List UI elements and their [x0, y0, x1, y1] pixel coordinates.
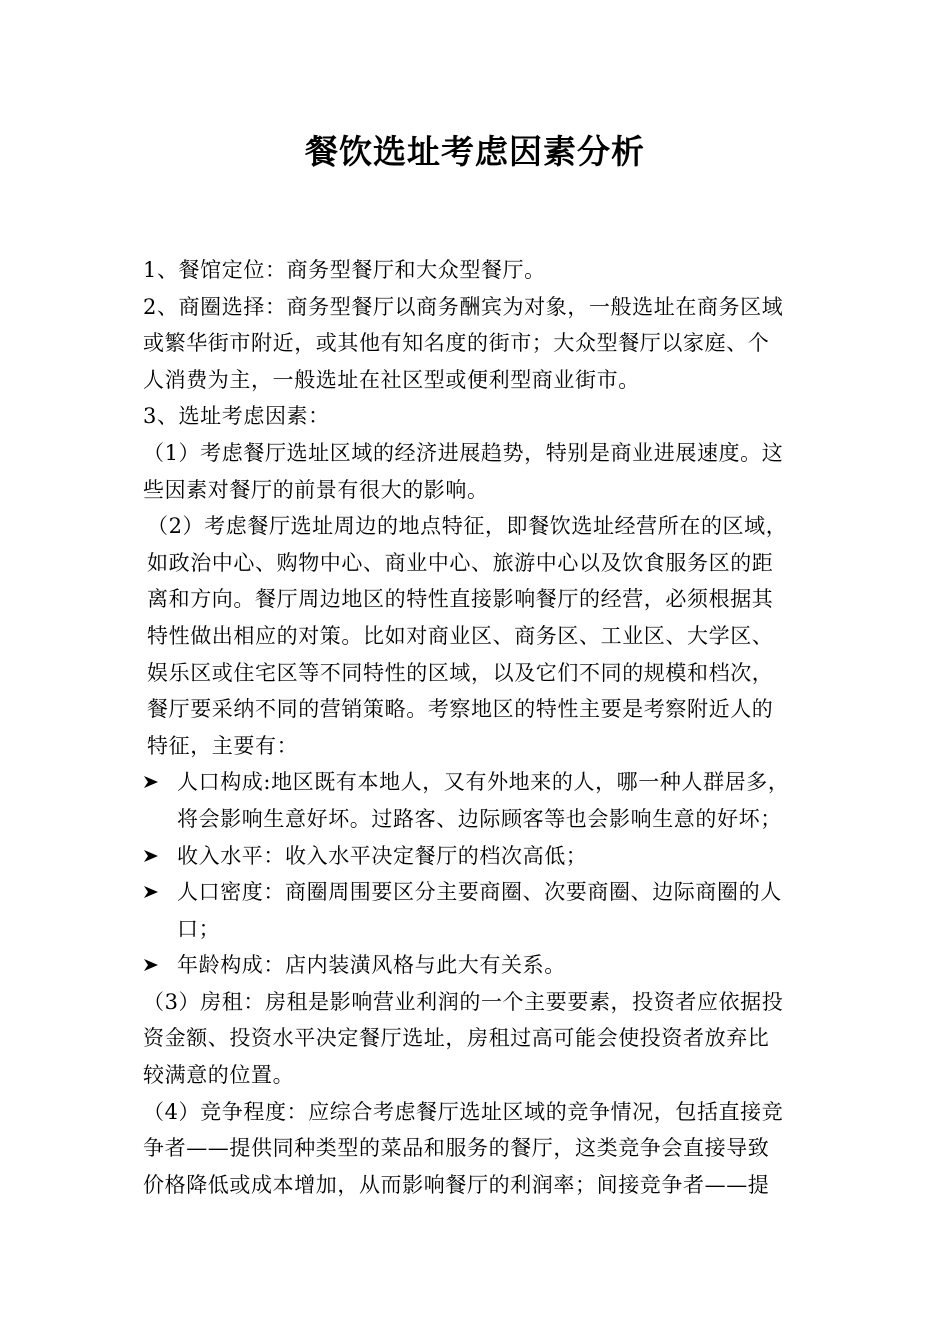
bullet-item — [143, 947, 823, 984]
text-line: 2、商圈选择：商务型餐厅以商务酬宾为对象，一般选址在商务区域 — [143, 294, 784, 319]
arrow-bullet-icon — [143, 849, 159, 863]
text-line: 如政治中心、购物中心、商业中心、旅游中心以及饮食服务区的距 — [147, 550, 774, 575]
text-line: 或繁华街市附近，或其他有知名度的街市；大众型餐厅以家庭、个 — [143, 331, 770, 356]
bullet-item — [143, 764, 823, 801]
arrow-bullet-icon — [143, 885, 159, 899]
text-line: 3、选址考虑因素： — [143, 404, 330, 429]
text-line: （4）竞争程度：应综合考虑餐厅选址区域的竞争情况，包括直接竞 — [143, 1099, 784, 1124]
arrow-bullet-icon — [143, 958, 159, 972]
bullet-text: 人口构成:地区既有本地人，又有外地来的人，哪一种人群居多， — [177, 770, 790, 795]
bullet-text: 人口密度：商圈周围要区分主要商圈、次要商圈、边际商圈的人 — [177, 880, 782, 905]
text-line: 人消费为主，一般选址在社区型或便利型商业街市。 — [143, 367, 640, 392]
text-line: 娱乐区或住宅区等不同特性的区域，以及它们不同的规模和档次， — [147, 660, 774, 685]
bullet-continuation: 口； — [177, 916, 221, 941]
text-line: （2）考虑餐厅选址周边的地点特征，即餐饮选址经营所在的区域， — [147, 514, 788, 539]
bullet-item — [143, 874, 823, 911]
text-line: 资金额、投资水平决定餐厅选址，房租过高可能会使投资者放弃比 — [143, 1026, 770, 1051]
arrow-bullet-icon — [143, 775, 159, 789]
text-line: 价格降低或成本增加，从而影响餐厅的利润率；间接竞争者——提 — [143, 1172, 770, 1197]
text-line: 离和方向。餐厅周边地区的特性直接影响餐厅的经营，必须根据其 — [147, 587, 774, 612]
bullet-continuation: 将会影响生意好坏。过路客、边际顾客等也会影响生意的好坏； — [177, 806, 782, 831]
text-line: 些因素对餐厅的前景有很大的影响。 — [143, 477, 489, 502]
text-line: 1、餐馆定位：商务型餐厅和大众型餐厅。 — [143, 258, 546, 282]
document-body — [143, 252, 823, 1203]
text-line: 较满意的位置。 — [143, 1063, 295, 1088]
page-title: 餐饮选址考虑因素分析 — [305, 132, 645, 171]
text-line: 特征，主要有： — [147, 733, 299, 758]
text-line: 争者——提供同种类型的菜品和服务的餐厅，这类竞争会直接导致 — [143, 1136, 770, 1161]
bullet-text: 年龄构成：店内装潢风格与此大有关系。 — [177, 953, 566, 978]
text-line: （3）房租：房租是影响营业利润的一个主要要素，投资者应依据投 — [143, 989, 784, 1014]
text-line: 餐厅要采纳不同的营销策略。考察地区的特性主要是考察附近人的 — [147, 697, 774, 722]
text-line: 特性做出相应的对策。比如对商业区、商务区、工业区、大学区、 — [147, 623, 774, 648]
text-line: （1）考虑餐厅选址区域的经济进展趋势，特别是商业进展速度。这 — [143, 440, 784, 465]
bullet-text: 收入水平：收入水平决定餐厅的档次高低； — [177, 843, 588, 868]
bullet-item — [143, 838, 823, 875]
